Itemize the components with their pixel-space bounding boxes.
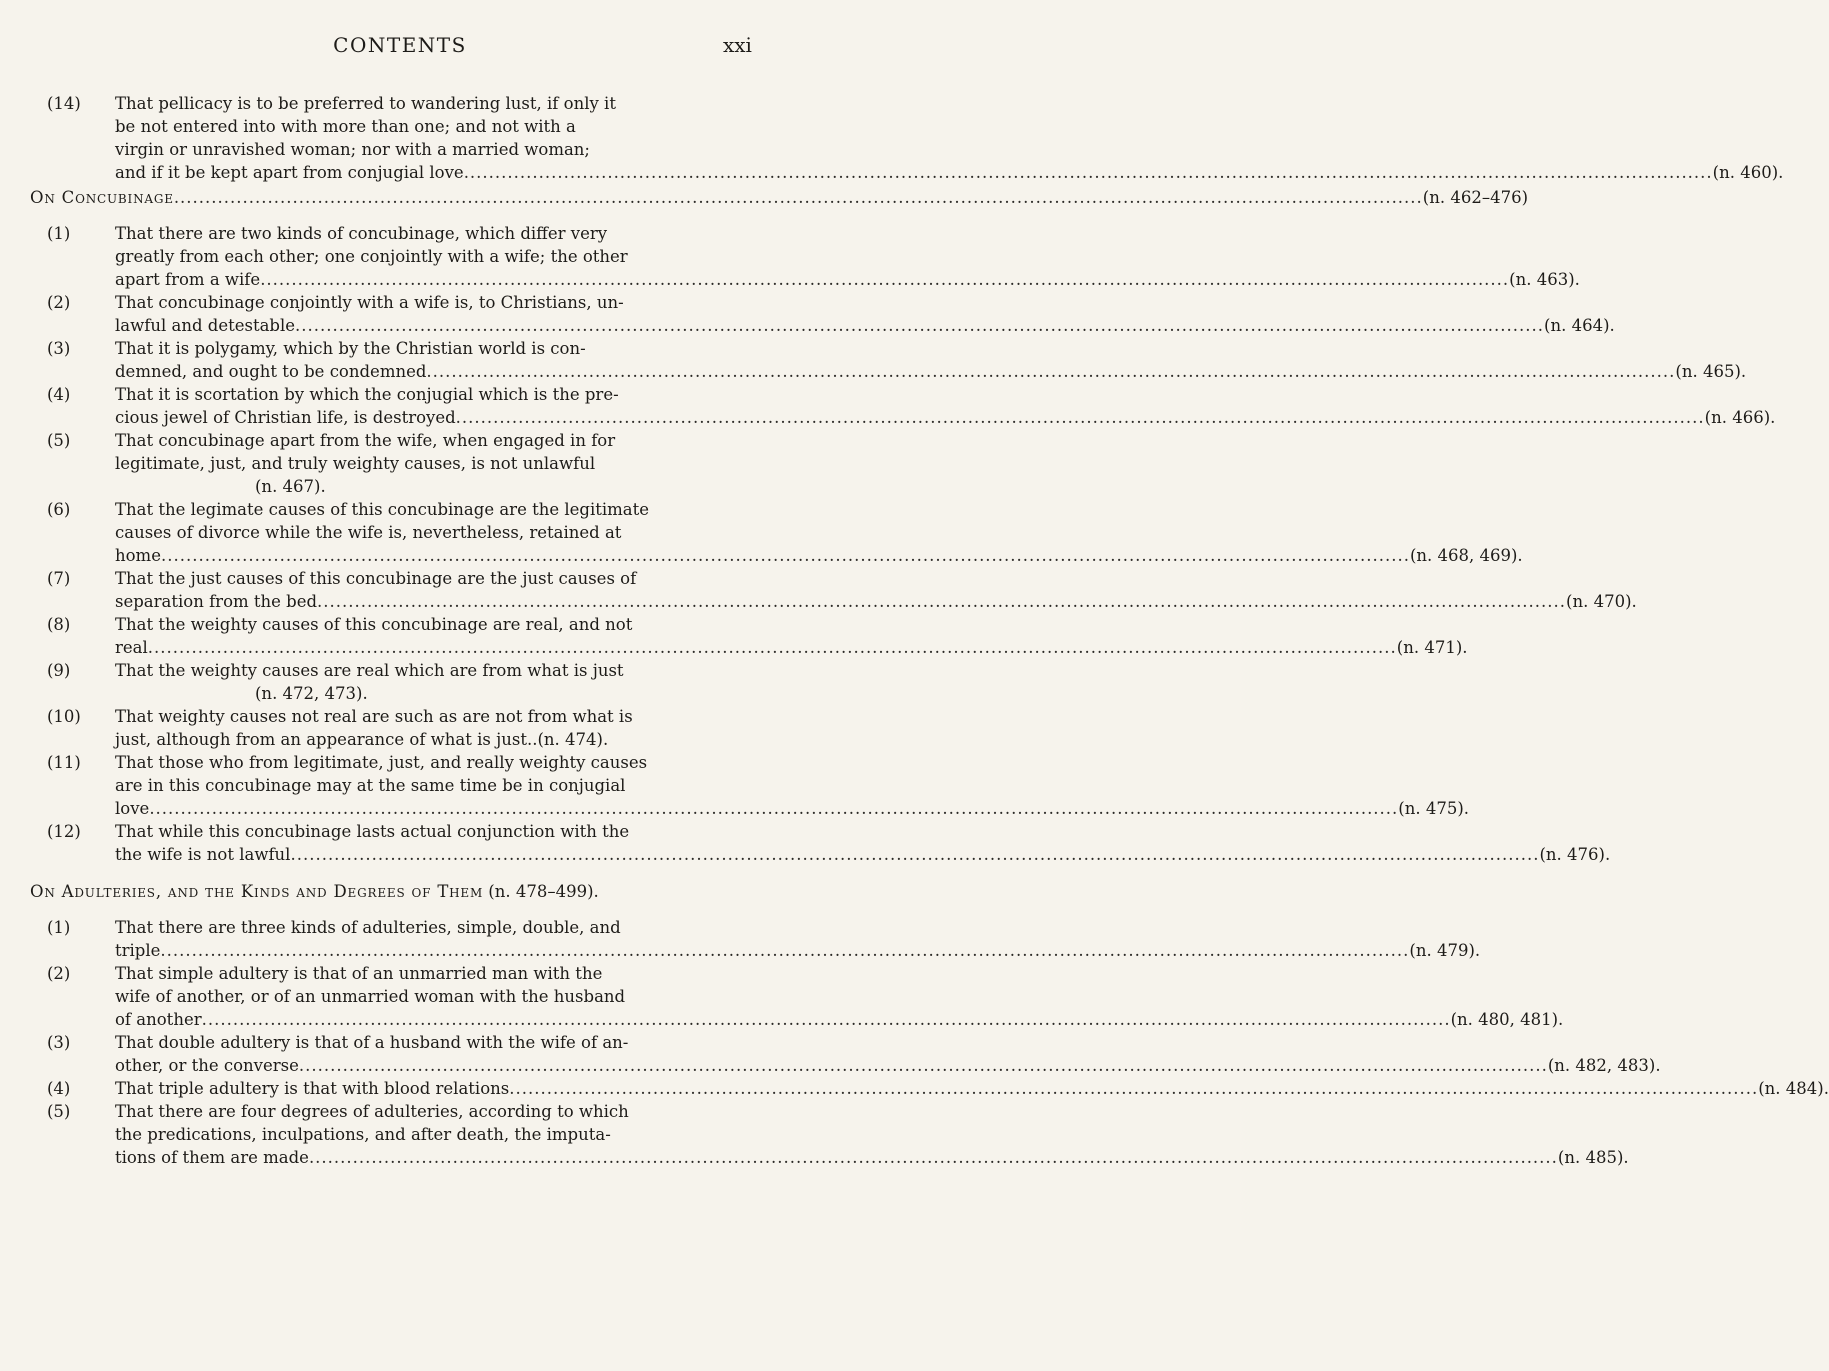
entry-number: (5) — [47, 431, 71, 450]
entry-ref: (n. 485). — [1557, 1148, 1629, 1167]
entry-text: wife of another, or of an unmarried woman with the husband — [115, 987, 626, 1006]
entry-number: (9) — [47, 661, 71, 680]
entry-text: of another — [115, 1010, 202, 1029]
entry-text: are in this concubinage may at the same time be in conjugial — [115, 776, 626, 795]
entry-number: (3) — [47, 339, 71, 358]
entry-text: other, or the converse — [115, 1056, 299, 1075]
section-heading-adulteries — [30, 882, 723, 905]
entry-ref: (n. 460). — [1712, 163, 1784, 182]
entry-text: causes of divorce while the wife is, nevertheless, retained at — [115, 523, 622, 542]
entry-ref: (n. 470). — [1566, 592, 1637, 611]
entry-ref: (n. 480, 481). — [1450, 1010, 1564, 1029]
entry-number: (2) — [47, 964, 71, 983]
entry-number: (3) — [47, 1033, 71, 1052]
entry-number: (11) — [47, 753, 81, 772]
entry-ref: (n. 479). — [1409, 941, 1481, 960]
entry-ref: (n. 466). — [1704, 408, 1776, 427]
entry-number: (10) — [47, 707, 81, 726]
entry-text: separation from the bed — [115, 592, 318, 611]
entry-ref: (n. 463). — [1509, 270, 1580, 289]
section-ref: (n. 462–476) — [1422, 188, 1529, 207]
entry-text: home — [115, 546, 161, 565]
entry-text: That the weighty causes are real which are from what is just — [115, 661, 624, 680]
entry-ref: (n. 475). — [1398, 799, 1470, 818]
entry-number: (5) — [47, 1102, 71, 1121]
entry-ref: (n. 476). — [1539, 845, 1611, 864]
entry-text: That simple adultery is that of an unmarried man with the — [115, 964, 603, 983]
entry-text: That there are four degrees of adulteries, according to which — [115, 1102, 629, 1121]
entry-number: (8) — [47, 615, 71, 634]
page-number: xxi — [723, 33, 752, 57]
entry-text: That the legimate causes of this concubinage are the legitimate — [115, 500, 650, 519]
entry-text: apart from a wife — [115, 270, 261, 289]
page-header — [0, 30, 800, 60]
entry-text: the predications, inculpations, and after death, the imputa- — [115, 1125, 611, 1144]
entry-number: (4) — [47, 385, 71, 404]
entry-text: That weighty causes not real are such as are not from what is — [115, 707, 633, 726]
entry-text: That there are three kinds of adulteries, simple, double, and — [115, 918, 621, 937]
entry-text: cious jewel of Christian life, is destroyed — [115, 408, 456, 427]
entry-ref: (n. 474). — [537, 730, 609, 749]
page-title: CONTENTS — [333, 33, 467, 57]
entry-ref: (n. 467). — [255, 477, 326, 496]
entry-text: That triple adultery is that with blood relations — [115, 1079, 510, 1098]
entry-text: legitimate, just, and truly weighty causes, is not unlawful — [115, 454, 596, 473]
entry-ref: (n. 472, 473). — [255, 684, 368, 703]
entry-text: That concubinage apart from the wife, when engaged in for — [115, 431, 616, 450]
entry-text: real — [115, 638, 148, 657]
entry-text: That the just causes of this concubinage are the just causes of — [115, 569, 637, 588]
entry-text: virgin or unravished woman; nor with a married woman; — [115, 140, 590, 159]
entry-text: and if it be kept apart from conjugial love — [115, 163, 464, 182]
entry-number: (14) — [47, 94, 81, 113]
entry-text: That concubinage conjointly with a wife is, to Christians, un- — [115, 293, 624, 312]
entry-text: just, although from an appearance of what is just.. — [115, 730, 538, 749]
entry-text: triple — [115, 941, 161, 960]
entry-text: That pellicacy is to be preferred to wandering lust, if only it — [115, 94, 616, 113]
entry-ref: (n. 484). — [1758, 1079, 1829, 1098]
entry-number: (1) — [47, 918, 71, 937]
entry-text: demned, and ought to be condemned — [115, 362, 427, 381]
entry-ref: (n. 468, 469). — [1409, 546, 1523, 565]
entry-text: That those who from legitimate, just, and really weighty causes — [115, 753, 648, 772]
section-title: On Concubinage — [30, 188, 174, 207]
entry-number: (2) — [47, 293, 71, 312]
entry-number: (1) — [47, 224, 71, 243]
entry-ref: (n. 465). — [1675, 362, 1747, 381]
entry-ref: (n. 482, 483). — [1547, 1056, 1661, 1075]
section-ref: (n. 478–499). — [488, 882, 599, 901]
entry-number: (7) — [47, 569, 71, 588]
section-heading-concubinage: On Concubinage ........................................................................................................................................................................................................ (n. 462–476) — [30, 188, 1529, 207]
entry-number: (12) — [47, 822, 81, 841]
entry-text: lawful and detestable — [115, 316, 296, 335]
entry-ref: (n. 464). — [1544, 316, 1615, 335]
entry-text: That it is polygamy, which by the Christian world is con- — [115, 339, 586, 358]
entry-number: (6) — [47, 500, 71, 519]
entry-number: (4) — [47, 1079, 71, 1098]
entry-text: love — [115, 799, 150, 818]
entry-text: That the weighty causes of this concubinage are real, and not — [115, 615, 633, 634]
section-title: On Adulteries, and the Kinds and Degrees of Them — [30, 882, 484, 901]
entry-text: greatly from each other; one conjointly with a wife; the other — [115, 247, 628, 266]
entry-text: That it is scortation by which the conjugial which is the pre- — [115, 385, 619, 404]
entry-text: That double adultery is that of a husband with the wife of an- — [115, 1033, 629, 1052]
entry-text: That there are two kinds of concubinage, which differ very — [115, 224, 608, 243]
entry-text: be not entered into with more than one; and not with a — [115, 117, 576, 136]
entry-text: the wife is not lawful — [115, 845, 291, 864]
entry-text: That while this concubinage lasts actual conjunction with the — [115, 822, 630, 841]
entry-ref: (n. 471). — [1396, 638, 1468, 657]
entry-text: tions of them are made — [115, 1148, 309, 1167]
